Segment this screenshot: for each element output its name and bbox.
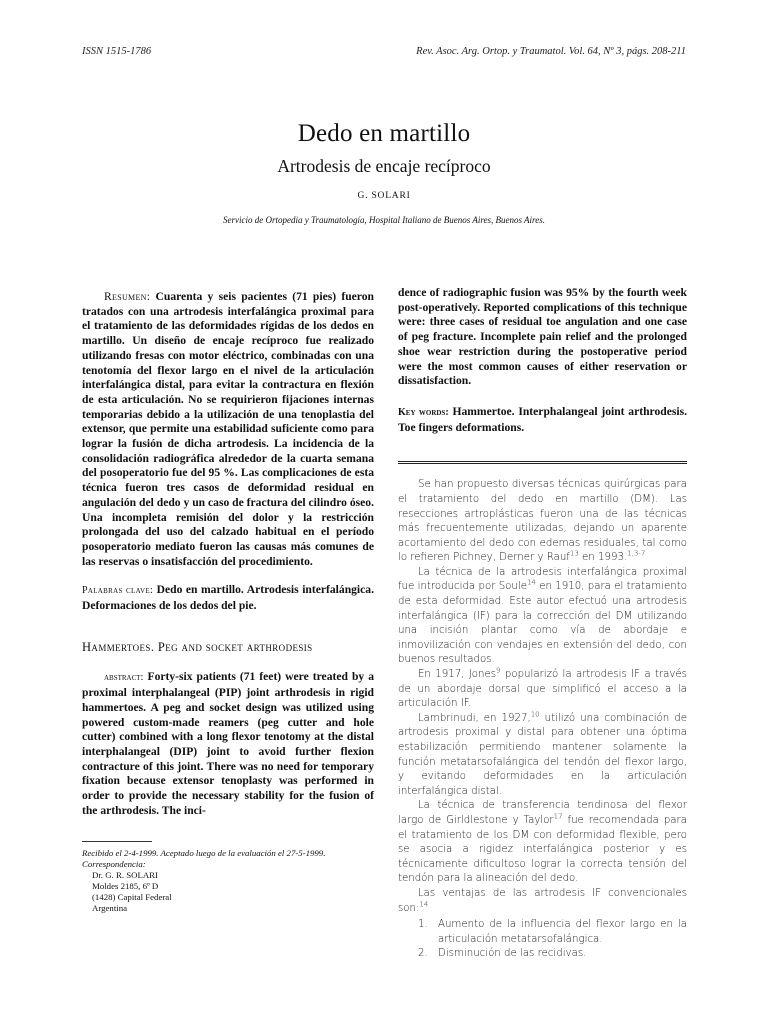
correspondence-label: Correspondencia: <box>82 858 146 869</box>
journal-citation: Rev. Asoc. Arg. Ortop. y Traumatol. Vol. 64, Nº 3, págs. 208-211 <box>416 46 686 57</box>
body-text <box>398 478 687 962</box>
correspondence-city: (1428) Capital Federal <box>92 891 172 902</box>
issn-label: ISSN 1515-1786 <box>82 46 152 57</box>
key-words-paragraph <box>398 405 687 435</box>
correspondence-name: Dr. G. R. SOLARI <box>92 869 158 880</box>
right-column <box>398 286 687 962</box>
palabras-clave-paragraph <box>82 583 374 613</box>
author-name: G. SOLARI <box>357 191 411 201</box>
resumen-paragraph <box>82 290 374 569</box>
english-heading: Hammertoes. Peg and socket arthrodesis <box>82 639 313 654</box>
advantages-list <box>398 918 687 962</box>
list-item: 2. Disminución de las recidivas. <box>418 948 587 960</box>
abstract-text-left: Forty-six patients (71 feet) were treated by a proximal interphalangeal (PIP) joint arthrodesis in rigid hammertoes. A peg and socket design was utilized using powered custom-made reamers (peg cutter and hole cutter) combined with a long flexor tenotomy at the distal interphalangeal (DIP) joint to avoid further flexion contracture of this joint. There was no need for temporary fixation because extensor tenoplasty was performed in order to provide the necessary stability for the fusion of the arthrodesis. The inci- <box>82 670 374 817</box>
body-paragraph-4: Lambrinudi, en 1927,10 utilizó una combinación de artrodesis proximal y distal para obtener una óptima estabilización permitiendo mantener solamente la función metatarsofalángica del tendón del flexor largo, y evitando deformidades en la articulación interfalángica distal. <box>398 710 687 797</box>
article-title: Dedo en martillo <box>297 120 471 147</box>
article-subtitle: Artrodesis de encaje recíproco <box>277 156 491 176</box>
key-words-text: Hammertoe. Interphalangeal joint arthrodesis. Toe fingers deformations. <box>398 404 688 434</box>
resumen-text: Cuarenta y seis pacientes (71 pies) fueron tratados con una artrodesis interfalángica proximal para el tratamiento de las deformidades rígidas de los dedos en martillo. Un diseño de encaje recíproco fue realizado utilizando fresas con motor eléctrico, combinadas con una tenotomía del flexor largo en el nivel de la articulación interfalángica distal, para evitar la contractura en flexión de esta articulación. No se requirieron fijaciones internas temporarias debido a la utilización de una tenoplastia del extensor, que permite una estabilidad suficiente como para lograr la fusión de dicha artrodesis. La incidencia de la consolidación radiográfica alrededor de la cuarta semana del posoperatorio fue del 95 %. Las complicaciones de esta técnica fueron tres casos de deformidad residual en angulación del dedo y un caso de fractura del cilindro óseo. Una incompleta remisión del dolor y la restricción prolongada del uso del calzado habitual en el período posoperatorio mediato fueron las causas más comunes de las reservas o insatisfacción del procedimiento. <box>82 290 374 568</box>
abstract-continuation: dence of radiographic fusion was 95% by the fourth week post-operatively. Reported complications of this technique were: three cases of residual toe angulation and one case of peg fracture. Incomplete pain relief and the prolonged shoe wear restriction during the postoperative period were the most common causes of either reservation or dissatisfaction. <box>398 286 687 388</box>
abstract-label: abstract: <box>104 672 144 684</box>
left-column <box>82 290 374 914</box>
footnote <box>82 848 374 914</box>
palabras-clave-text: Dedo en martillo. Artrodesis interfalángica. Deformaciones de los dedos del pie. <box>82 583 374 613</box>
correspondence-country: Argentina <box>92 902 128 913</box>
received-date: Recibido el 2-4-1999. Aceptado luego de la evaluación el 27-5-1999. <box>82 847 326 858</box>
title-block <box>82 120 686 225</box>
abstract-paragraph <box>82 670 374 818</box>
running-header <box>82 46 686 60</box>
section-divider <box>398 461 687 464</box>
author-affiliation: Servicio de Ortopedia y Traumatología, Hospital Italiano de Buenos Aires, Buenos Aires. <box>223 215 545 225</box>
key-words-label: Key words: <box>398 406 449 418</box>
body-paragraph-2: La técnica de la artrodesis interfalángica proximal fue introducida por Soule$^{14}$ en 1910, para el tratamiento de esta deformidad. Este autor efectuó una artrodesis interfalángica (IF) para la corrección del DM utilizando una incisión plantar como vía de abordaje e inmovilización con vendajes en extensión del dedo, con buenos resultados. <box>398 566 687 666</box>
body-paragraph-5: La técnica de transferencia tendinosa del flexor largo de Girldlestone y Taylor$^{17}$ fue recomendada para el tratamiento de los DM con deformidad flexible, pero se asocia a rigidez interfalángica posterior y es técnicamente dificultoso lograr la correcta tensión del tendón para la alineación del dedo. <box>398 800 687 885</box>
footnote-divider <box>82 841 152 842</box>
body-paragraph-6: Las ventajas de las artrodesis IF convencionales son:$^{14}$ <box>398 887 687 914</box>
correspondence-street: Moldes 2185, 6º D <box>92 880 159 891</box>
palabras-clave-label: Palabras clave: <box>82 585 154 597</box>
resumen-label: Resumen: <box>104 290 151 303</box>
list-item: 1. Aumento de la influencia del flexor largo en la articulación metatarsofalángica. <box>418 919 687 945</box>
body-paragraph-3: En 1917, Jones$^9$ popularizó la artrodesis IF a través de un abordaje dorsal que simplificó el acceso a la articulación IF. <box>398 666 687 710</box>
body-paragraph-1: Se han propuesto diversas técnicas quirúrgicas para el tratamiento del dedo en martillo (DM). Las resecciones artroplásticas fueron una de las técnicas más frecuentemente utilizadas, dejando un aparente acortamiento del dedo con edemas residuales, tal como lo refieren Pichney, Derner y Rauf$^{13}$ en 1993.$^{1,3-7}$ <box>398 479 687 564</box>
